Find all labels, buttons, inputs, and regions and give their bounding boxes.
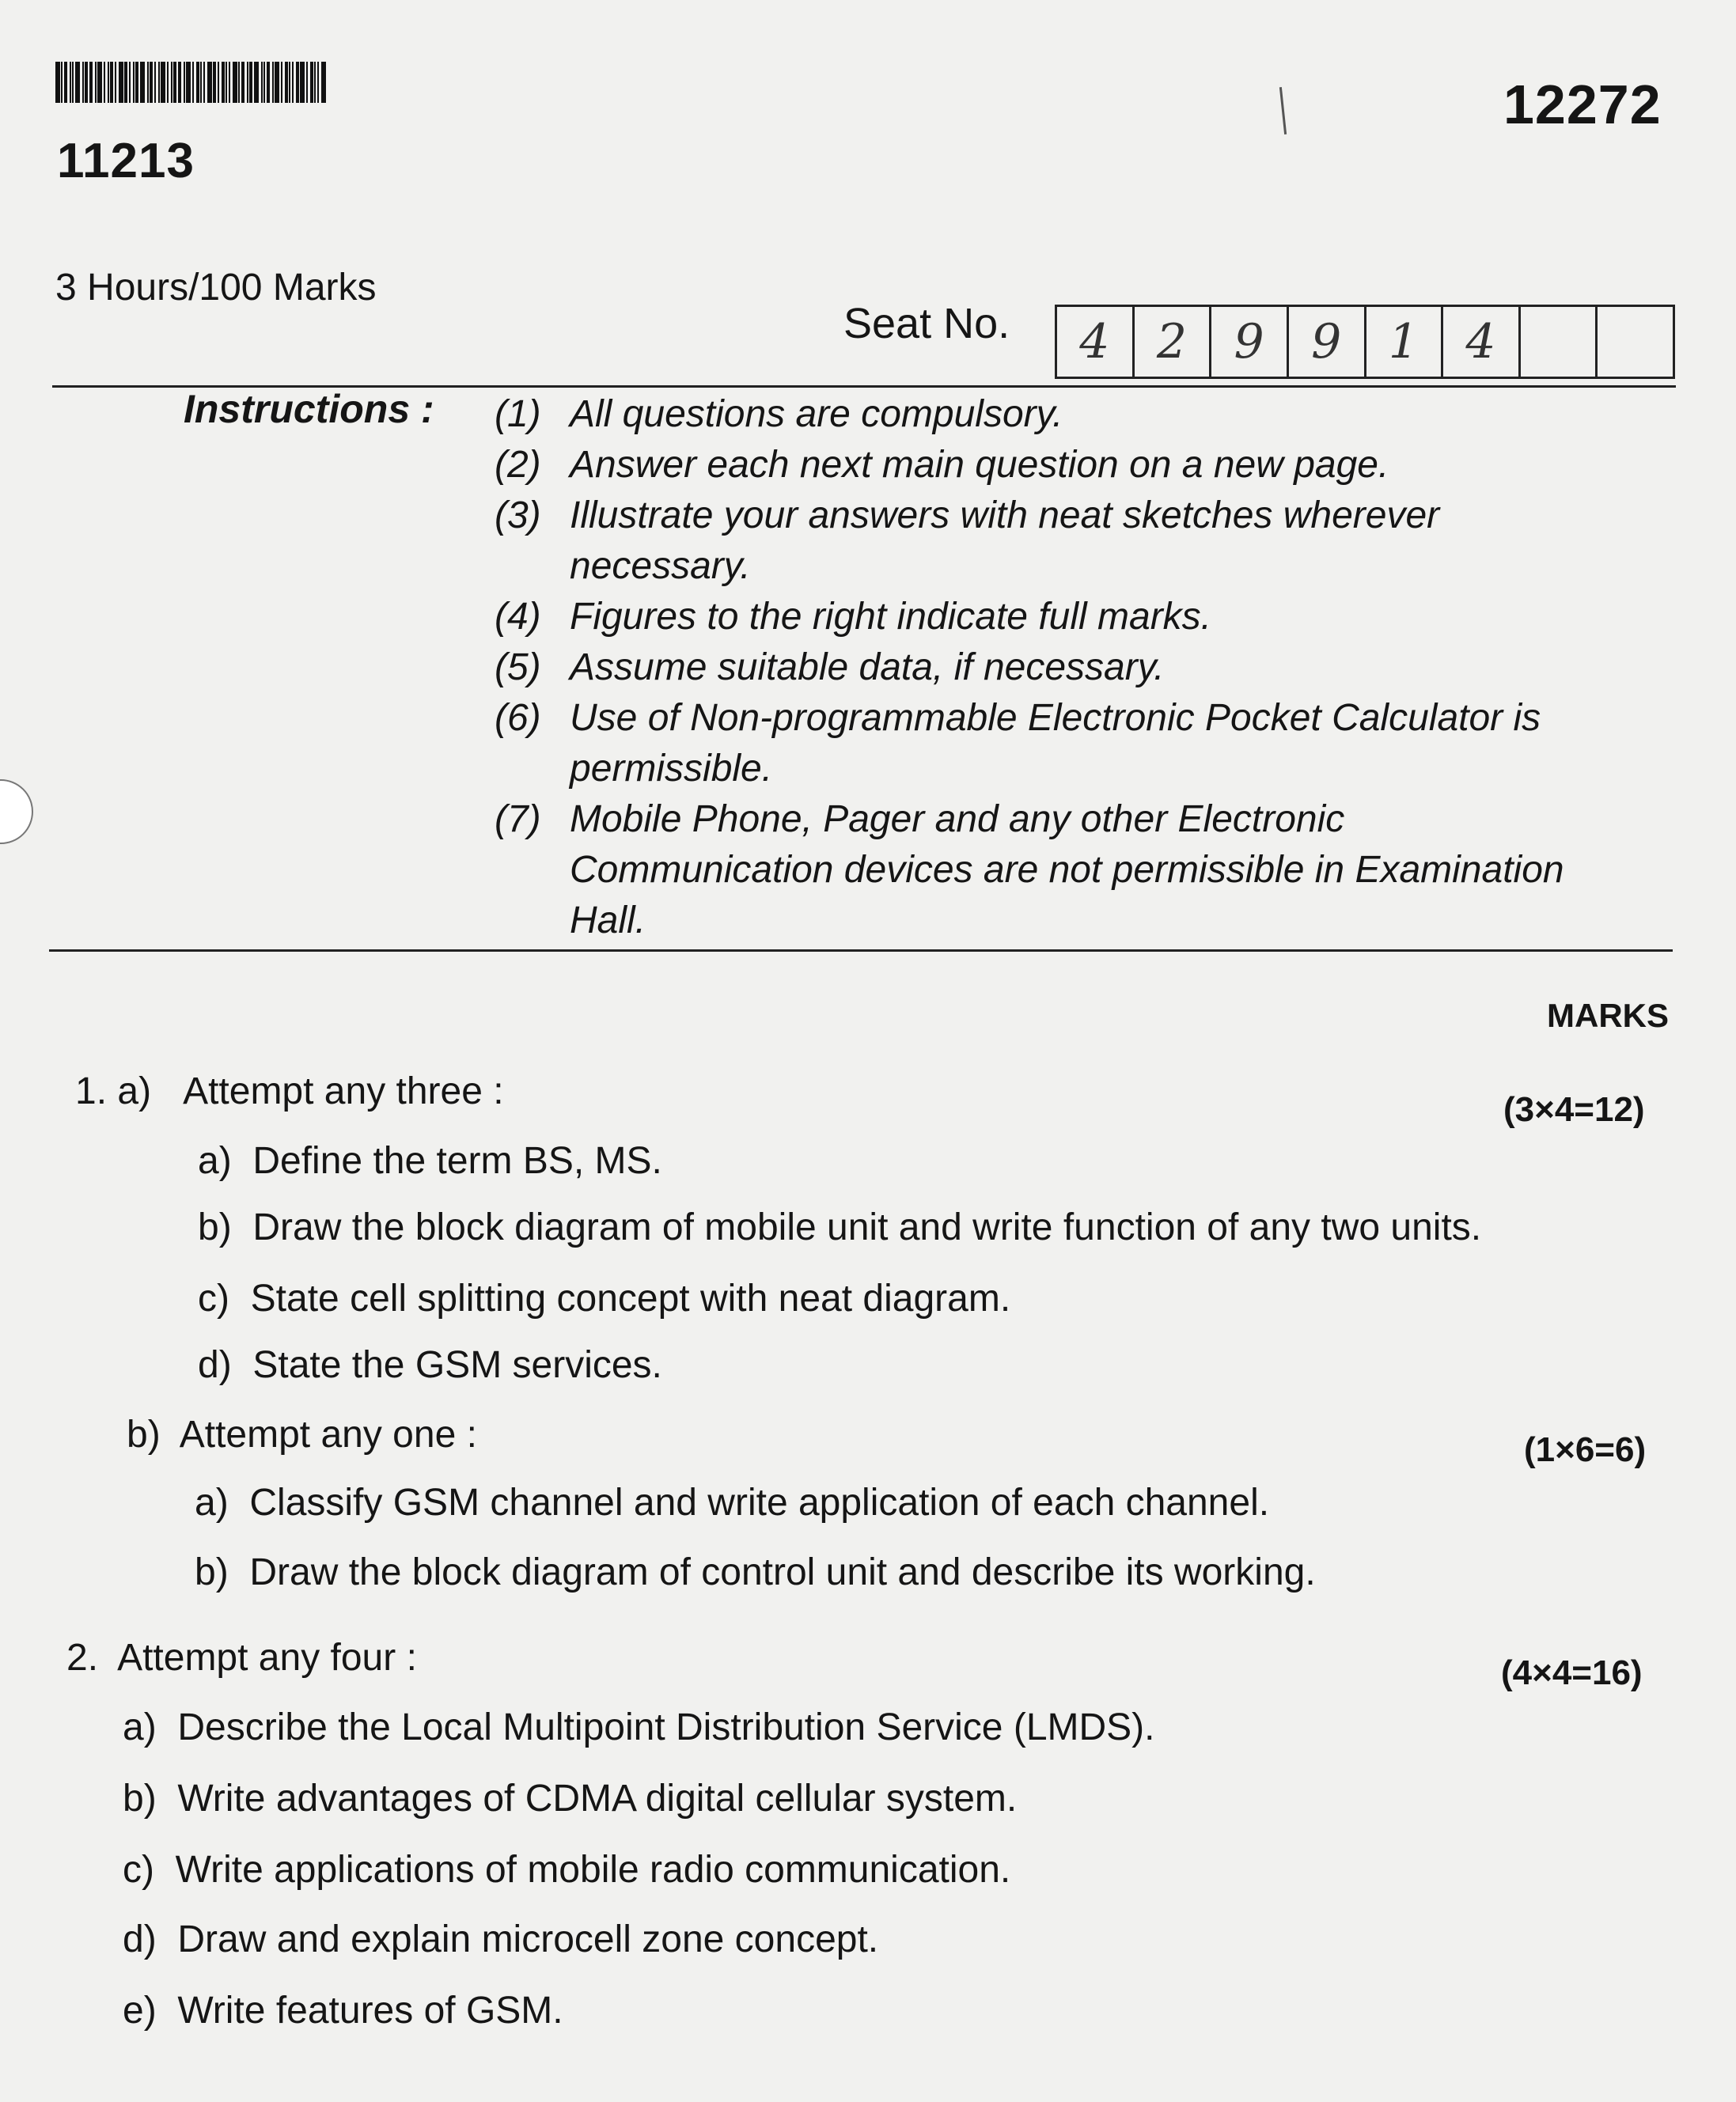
pen-mark	[1279, 87, 1287, 134]
paper-code: 11213	[57, 134, 195, 188]
question-marks: (4×4=16)	[1501, 1653, 1643, 1692]
question-1a: 1. a) Attempt any three :	[75, 1070, 504, 1112]
sub-question: b) Draw the block diagram of mobile unit and write function of any two units.	[198, 1206, 1482, 1248]
seat-digit: 4	[1443, 307, 1521, 377]
instruction-item: (6) Use of Non-programmable Electronic Pocket Calculator is permissible.	[495, 697, 1541, 790]
divider	[49, 949, 1673, 952]
sub-question: b) Write advantages of CDMA digital cellular system.	[123, 1778, 1018, 1820]
instruction-item: (3) Illustrate your answers with neat sketches wherever necessary.	[495, 494, 1440, 587]
seat-digit: 4	[1057, 307, 1135, 377]
instructions-list	[495, 389, 1602, 946]
seat-digit	[1598, 307, 1673, 377]
seat-digit: 9	[1211, 307, 1289, 377]
question-text: Attempt any four :	[117, 1637, 417, 1679]
sub-question: a) Define the term BS, MS.	[198, 1140, 662, 1182]
punch-hole	[0, 779, 33, 844]
instruction-item: (1) All questions are compulsory.	[495, 393, 1063, 435]
seat-digit: 1	[1366, 307, 1444, 377]
question-marks: (3×4=12)	[1503, 1090, 1645, 1129]
instruction-item: (2) Answer each next main question on a new page.	[495, 444, 1389, 486]
question-2: 2. Attempt any four :	[66, 1637, 417, 1679]
sub-question: a) Classify GSM channel and write application of each channel.	[195, 1482, 1270, 1524]
question-1b: b) Attempt any one :	[127, 1414, 477, 1456]
seat-number-box	[1055, 305, 1675, 379]
sub-question: c) State cell splitting concept with neat diagram.	[198, 1278, 1011, 1320]
sub-question: d) Draw and explain microcell zone concept.	[123, 1918, 879, 1960]
seat-digit: 2	[1135, 307, 1212, 377]
sub-question: d) State the GSM services.	[198, 1344, 662, 1386]
subject-code: 12272	[1503, 74, 1662, 135]
seat-digit	[1521, 307, 1598, 377]
instruction-item: (4) Figures to the right indicate full marks.	[495, 596, 1212, 638]
instructions-label: Instructions :	[184, 387, 434, 431]
instruction-item: (7) Mobile Phone, Pager and any other Electronic Communication devices are not permissible in Examination Hall.	[495, 798, 1564, 941]
duration-marks: 3 Hours/100 Marks	[55, 267, 377, 309]
question-text: Attempt any three :	[183, 1070, 504, 1112]
barcode	[55, 62, 340, 103]
marks-heading: MARKS	[1547, 997, 1669, 1034]
question-marks: (1×6=6)	[1524, 1430, 1647, 1469]
question-text: Attempt any one :	[179, 1414, 477, 1456]
sub-question: c) Write applications of mobile radio communication.	[123, 1849, 1011, 1891]
instruction-item: (5) Assume suitable data, if necessary.	[495, 646, 1165, 688]
sub-question: e) Write features of GSM.	[123, 1990, 563, 2032]
seat-digit: 9	[1289, 307, 1366, 377]
sub-question: b) Draw the block diagram of control unit and describe its working.	[195, 1551, 1316, 1593]
seat-label: Seat No.	[843, 300, 1010, 347]
sub-question: a) Describe the Local Multipoint Distribution Service (LMDS).	[123, 1706, 1155, 1748]
